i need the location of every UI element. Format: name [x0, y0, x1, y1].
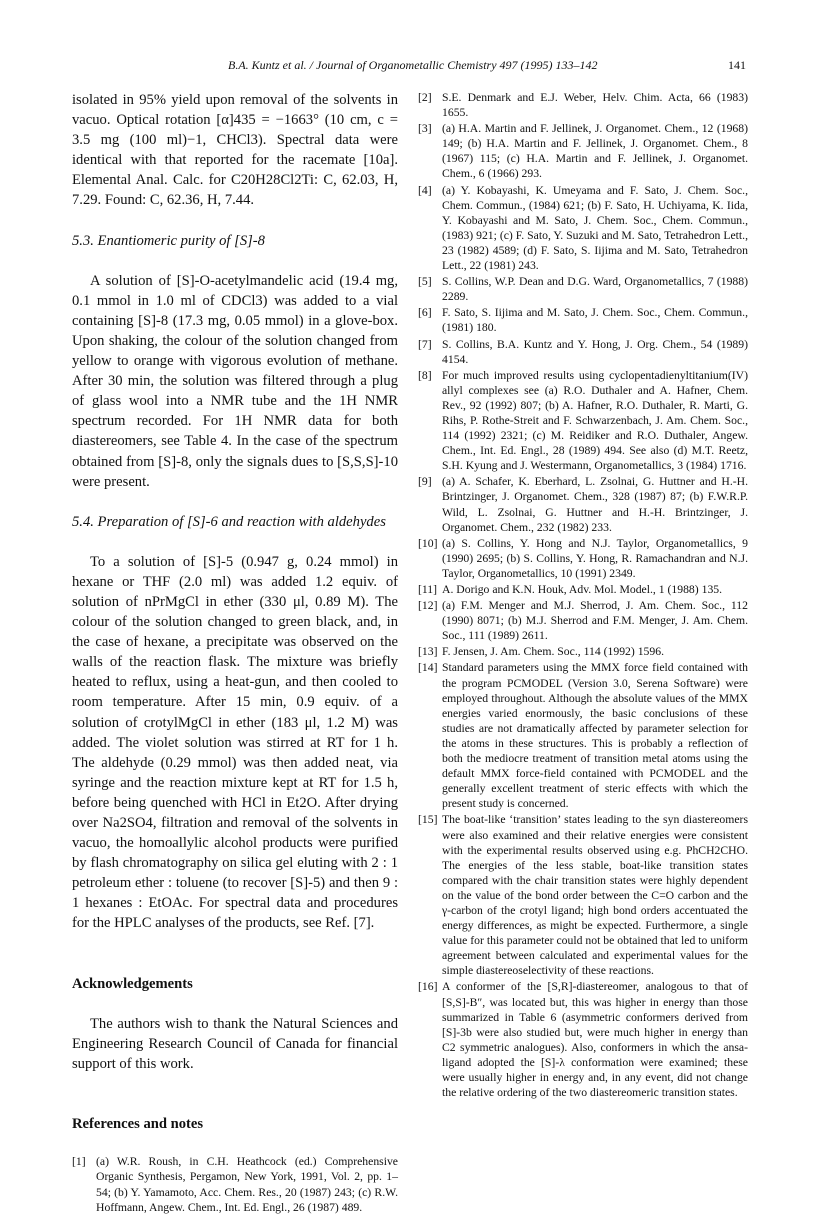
- reference-number: [15]: [418, 813, 438, 827]
- running-title: B.A. Kuntz et al. / Journal of Organometallic Chemistry 497 (1995) 133–142: [228, 58, 598, 72]
- paragraph-preparation: To a solution of [S]-5 (0.947 g, 0.24 mmol) in hexane or THF (2.0 ml) was added 1.2 equiv. of solution of nPrMgCl in ether (330 μl, 0.89 M). The colour of the solution changed to green black, and, in the case of hexane, a precipitate was observed on the walls of the reaction flask. The mixture was briefly heated to reflux, using a heat-gun, and then cooled to room temperature. After 15 min, 0.9 equiv. of a solution of crotylMgCl in ether (183 μl, 1.2 M) was added. The violet solution was stirred at RT for 1 h. The aldehyde (0.29 mmol) was then added neat, via syringe and the reaction mixture kept at RT for 1.5 h, before being quenched with HCl in Et2O. After drying over Na2SO4, filtration and removal of the solvents in vacuo, the homoallylic alcohol products were purified by flash chromatography on silica gel eluting with 2 : 1 petroleum ether : toluene (to recover [S]-5) and then 9 : 1 hexanes : EtOAc. For spectral data and procedures for the HPLC analyses of the products, see Ref. [7].: [72, 553, 398, 932]
- reference-number: [14]: [418, 661, 438, 675]
- reference-text: (a) W.R. Roush, in C.H. Heathcock (ed.) Comprehensive Organic Synthesis, Pergamon, New York, 1991, Vol. 2, pp. 1–54; (b) Y. Yamamoto, Acc. Chem. Res., 20 (1987) 243; (c) R.W. Hoffmann, Angew. Chem., Int. Ed. Engl., 26 (1987) 489.: [96, 1155, 398, 1215]
- reference-item: [418, 183, 748, 274]
- reference-number: [1]: [72, 1155, 86, 1169]
- reference-number: [8]: [418, 368, 432, 382]
- reference-item: [418, 660, 748, 811]
- reference-item: [418, 812, 748, 978]
- reference-item: [418, 536, 748, 581]
- reference-text: F. Jensen, J. Am. Chem. Soc., 114 (1992) 1596.: [442, 645, 664, 659]
- reference-number: [3]: [418, 122, 432, 136]
- reference-item: [418, 474, 748, 534]
- acknowledgements-heading: Acknowledgements: [72, 975, 193, 992]
- right-column: [418, 90, 748, 1101]
- reference-number: [2]: [418, 91, 432, 104]
- reference-list-left: [72, 1154, 398, 1216]
- section-heading-5-4: 5.4. Preparation of [S]-6 and reaction with aldehydes: [72, 513, 386, 530]
- reference-item: [418, 582, 748, 597]
- reference-number: [13]: [418, 645, 438, 659]
- section-heading-5-3: 5.3. Enantiomeric purity of [S]-8: [72, 232, 265, 249]
- reference-item: [418, 598, 748, 643]
- reference-number: [7]: [418, 337, 432, 351]
- reference-text: F. Sato, S. Iijima and M. Sato, J. Chem. Soc., Chem. Commun., (1981) 180.: [442, 306, 748, 335]
- reference-text: Standard parameters using the MMX force field contained with the program PCMODEL (Version 3.0, Serena Software) were employed throughout. Although the absolute values of the MMX energies varied enormously, the basic conclusions of these studies are not dramatically affected by parameter selection for the atoms in these structures. This is probably a reflection of both the mediocre treatment of transition metal atoms using the default MMX force-field contained with PCMODEL and the generally excellent treatment of steric effects with which the present study is concerned.: [442, 661, 748, 811]
- reference-text: For much improved results using cyclopentadienyltitanium(IV) allyl complexes see (a) R.O. Duthaler and A. Hafner, Chem. Rev., 92 (1992) 807; (b) A. Hafner, R.O. Duthaler, R. Marti, G. Rihs, P. Rothe-Streit and F. Schwarzenbach, J. Am. Chem. Soc., 114 (1992) 2321; (c) M. Reidiker and R.O. Duthaler, Angew. Chem., Int. Ed. Engl., 28 (1989) 494. See also (d) M.T. Reetz, S.H. Kyung and J. Westermann, Organometallics, 3 (1984) 1716.: [442, 368, 748, 473]
- reference-item: [418, 121, 748, 181]
- reference-number: [10]: [418, 536, 438, 550]
- reference-list-right: [418, 90, 748, 1100]
- reference-number: [11]: [418, 583, 438, 596]
- reference-item: [418, 368, 748, 474]
- reference-text: (a) Y. Kobayashi, K. Umeyama and F. Sato, J. Chem. Soc., Chem. Commun., (1984) 621; (b) F. Sato, H. Uchiyama, K. Iida, Y. Kobayashi and M. Sato, J. Chem. Soc., Chem. Commun., (1983) 921; (c) F. Sato, Y. Suzuki and M. Sato, Tetrahedron Lett., 23 (1982) 4589; (d) F. Sato, S. Iijima and M. Sato, Tetrahedron Lett., 22 (1981) 243.: [442, 183, 748, 273]
- reference-text: (a) S. Collins, Y. Hong and N.J. Taylor, Organometallics, 9 (1990) 2695; (b) S. Collins, Y. Hong, R. Ramachandran and N.J. Taylor, Organometallics, 10 (1991) 2349.: [442, 536, 748, 580]
- reference-text: (a) F.M. Menger and M.J. Sherrod, J. Am. Chem. Soc., 112 (1990) 8071; (b) M.J. Sherrod and F.M. Menger, J. Am. Chem. Soc., 111 (1989) 2611.: [442, 599, 748, 643]
- left-column: [72, 90, 398, 1217]
- reference-text: (a) H.A. Martin and F. Jellinek, J. Organomet. Chem., 12 (1968) 149; (b) H.A. Martin and F. Jellinek, J. Organomet. Chem., 8 (1967) 115; (c) H.A. Martin and F. Jellinek, J. Organomet. Chem., 6 (1966) 293.: [442, 122, 748, 181]
- references-heading: References and notes: [72, 1115, 204, 1132]
- reference-number: [16]: [418, 980, 438, 994]
- reference-text: S.E. Denmark and E.J. Weber, Helv. Chim. Acta, 66 (1983) 1655.: [442, 91, 748, 120]
- reference-item: [418, 644, 748, 659]
- reference-item: [418, 979, 748, 1100]
- acknowledgements-text: The authors wish to thank the Natural Sciences and Engineering Research Council of Canada for financial support of this work.: [72, 1015, 398, 1072]
- reference-item: [72, 1154, 398, 1216]
- reference-text: The boat-like ‘transition’ states leading to the syn diastereomers were also examined and their relative energies were consistent with the experimental results observed using e.g. PhCH2CHO. The energies of the less stable, boat-like transition states compared with the chair transition states were highly dependent on the value of the bond order between the C=O carbon and the γ-carbon of the crotyl ligand; high bond orders accentuated the energy differences, as might be expected. Furthermore, a single value for this parameter could not be obtained that led to uniform agreement between calculated and experimental values for the simple diastereoselectivity of these reactions.: [442, 813, 748, 978]
- reference-item: [418, 90, 748, 120]
- reference-text: S. Collins, B.A. Kuntz and Y. Hong, J. Org. Chem., 54 (1989) 4154.: [442, 337, 748, 366]
- reference-text: (a) A. Schafer, K. Eberhard, L. Zsolnai, G. Huttner and H.-H. Brintzinger, J. Organomet. Chem., 328 (1987) 87; (b) F.W.R.P. Wild, L. Zsolnai, G. Huttner and H.-H. Brintzinger, J. Organomet. Chem., 232 (1982) 233.: [442, 475, 748, 534]
- reference-number: [4]: [418, 183, 432, 197]
- reference-number: [6]: [418, 306, 432, 320]
- paragraph-optical-rotation: isolated in 95% yield upon removal of the solvents in vacuo. Optical rotation [α]435 = −1663° (10 cm, c = 3.5 mg (100 ml)−1, CHCl3). Spectral data were identical with that reported for the racemate [10a]. Elemental Anal. Calc. for C20H28Cl2Ti: C, 62.03, H, 7.29. Found: C, 62.36, H, 7.44.: [72, 92, 398, 209]
- reference-item: [418, 337, 748, 367]
- paragraph-enantiomeric-purity: A solution of [S]-O-acetylmandelic acid (19.4 mg, 0.1 mmol in 1.0 ml of CDCl3) was added to a vial containing [S]-8 (17.3 mg, 0.05 mmol) in a glove-box. Upon shaking, the colour of the solution changed from yellow to orange with vigorous evolution of methane. After 30 min, the solution was filtered through a plug of glass wool into a NMR tube and the 1H NMR spectrum recorded. For 1H NMR data for both diastereomers, see Table 4. In the case of the spectrum obtained from [S]-8, only the signals dues to [S,S,S]-10 were present.: [72, 272, 398, 490]
- running-header: [0, 58, 827, 80]
- reference-text: S. Collins, W.P. Dean and D.G. Ward, Organometallics, 7 (1988) 2289.: [442, 275, 748, 304]
- reference-number: [12]: [418, 599, 438, 613]
- page-number: 141: [728, 58, 746, 72]
- reference-item: [418, 274, 748, 304]
- reference-text: A. Dorigo and K.N. Houk, Adv. Mol. Model., 1 (1988) 135.: [442, 583, 723, 596]
- reference-text: A conformer of the [S,R]-diastereomer, analogous to that of [S,S]-B″, was located but, this was higher in energy than those summarized in Table 6 (asymmetric conformers derived from [S]-3b were also studied but, were much higher in energy than C2 symmetric analogues). Also, conformers in which the ansa-ligand adopted the [S]-λ conformation were examined; these were usually higher in energy and, in any event, did not change the relative ordering of the two diastereomeric transition states.: [442, 980, 748, 1100]
- reference-item: [418, 305, 748, 335]
- reference-number: [9]: [418, 475, 432, 489]
- reference-number: [5]: [418, 275, 432, 289]
